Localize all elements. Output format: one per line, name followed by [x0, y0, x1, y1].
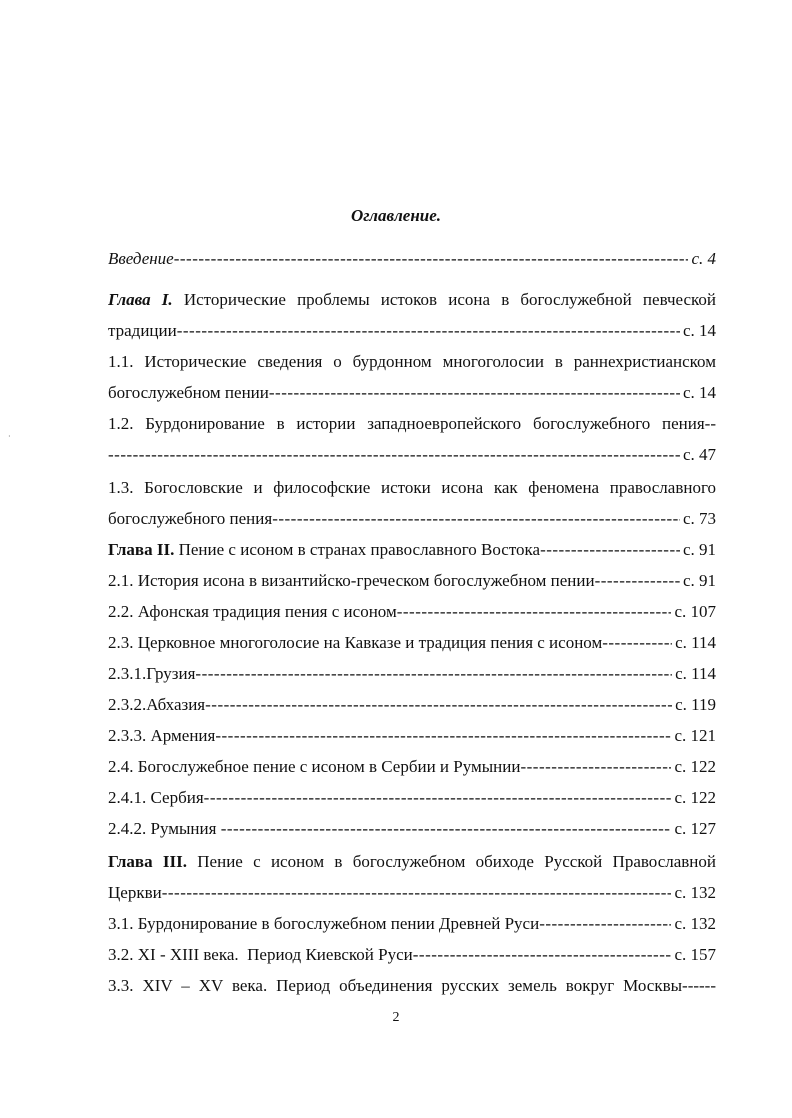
- section-title: 2.1. История исона в византийско-греческом богослужебном пении: [108, 571, 595, 590]
- chapter-title-cont: традиции: [108, 321, 177, 340]
- chapter-label: Глава I.: [108, 290, 173, 309]
- toc-page-ref: с. 132: [674, 914, 716, 933]
- toc-page-ref: с. 91: [682, 571, 716, 590]
- leader-dots: [195, 663, 672, 685]
- section-title: 1.3. Богословские и философские истоки исона как феномена православного: [108, 478, 716, 497]
- toc-page-ref: с. 14: [682, 321, 716, 340]
- section-title: 3.3. XIV – XV века. Период объединения русских земель вокруг Москвы------: [108, 976, 716, 995]
- toc-chapter-1-cont[interactable]: [108, 320, 716, 342]
- section-title: 2.3.3. Армения: [108, 726, 216, 745]
- chapter-title: Исторические проблемы истоков исона в богослужебной певческой: [183, 290, 716, 309]
- toc-section-2-4-1[interactable]: [108, 787, 716, 809]
- section-title: 3.2. XI - XIII века. Период Киевской Руси: [108, 945, 413, 964]
- section-title: 2.3.1.Грузия: [108, 664, 196, 683]
- leader-dots: [215, 725, 671, 747]
- toc-entry-intro[interactable]: [108, 248, 716, 270]
- toc-section-2-3-3[interactable]: [108, 725, 716, 747]
- margin-mark: ·: [8, 432, 11, 441]
- toc-page-ref: с. 119: [675, 695, 716, 714]
- section-title: 2.4. Богослужебное пение с исоном в Сербии и Румынии: [108, 757, 521, 776]
- leader-dots: [397, 601, 672, 623]
- chapter-label: Глава III.: [108, 852, 187, 871]
- toc-page-ref: с. 4: [691, 249, 716, 268]
- toc-section-1-2[interactable]: [108, 413, 716, 435]
- section-title: 2.4.2. Румыния: [108, 819, 221, 838]
- toc-chapter-2-heading[interactable]: [108, 539, 716, 561]
- toc-section-1-1[interactable]: [108, 351, 716, 373]
- section-title-cont: богослужебного пения: [108, 509, 273, 528]
- toc-page-ref: с. 132: [674, 883, 716, 902]
- section-title: 2.3.2.Абхазия: [108, 695, 206, 714]
- section-title: 1.2. Бурдонирование в истории западноевропейского богослужебного пения--: [108, 414, 716, 433]
- leader-dots: [520, 756, 671, 778]
- leader-dots: [413, 944, 672, 966]
- section-title: 2.2. Афонская традиция пения с исоном: [108, 602, 397, 621]
- section-title: 2.4.1. Сербия: [108, 788, 204, 807]
- toc-page-ref: с. 157: [674, 945, 716, 964]
- leader-dots: [177, 320, 680, 342]
- leader-dots: [174, 248, 689, 270]
- leader-dots: [272, 508, 680, 530]
- toc-section-3-3[interactable]: [108, 975, 716, 997]
- toc-chapter-3-heading[interactable]: [108, 851, 716, 873]
- toc-section-2-4-2[interactable]: [108, 818, 716, 840]
- leader-dots: [539, 913, 671, 935]
- toc-page-ref: с. 114: [675, 633, 716, 652]
- toc-section-1-3[interactable]: [108, 477, 716, 499]
- section-title: 1.1. Исторические сведения о бурдонном многоголосии в раннехристианском: [108, 352, 716, 371]
- toc-entry-label: Введение: [108, 249, 174, 268]
- toc-section-3-2[interactable]: [108, 944, 716, 966]
- leader-dots: [540, 539, 680, 561]
- toc-section-3-1[interactable]: [108, 913, 716, 935]
- toc-section-1-2-cont[interactable]: [108, 444, 716, 466]
- page-number: 2: [392, 1010, 400, 1025]
- toc-page-ref: с. 121: [674, 726, 716, 745]
- section-title: 3.1. Бурдонирование в богослужебном пении Древней Руси: [108, 914, 540, 933]
- toc-section-1-1-cont[interactable]: [108, 382, 716, 404]
- leader-dots: [269, 382, 680, 404]
- toc-section-2-3-2[interactable]: [108, 694, 716, 716]
- toc-section-2-3-1[interactable]: [108, 663, 716, 685]
- toc-page-ref: с. 14: [682, 383, 716, 402]
- leader-dots: [108, 444, 680, 466]
- toc-chapter-1-heading[interactable]: [108, 289, 716, 311]
- toc-section-2-3[interactable]: [108, 632, 716, 654]
- toc-section-2-4[interactable]: [108, 756, 716, 778]
- leader-dots: [204, 787, 672, 809]
- toc-section-2-1[interactable]: [108, 570, 716, 592]
- toc-page-ref: с. 47: [682, 445, 716, 464]
- toc-page-ref: с. 122: [674, 757, 716, 776]
- chapter-label: Глава II.: [108, 540, 175, 559]
- toc-page-ref: с. 91: [682, 540, 716, 559]
- leader-dots: [162, 882, 672, 904]
- leader-dots: [602, 632, 672, 654]
- toc-chapter-3-cont[interactable]: [108, 882, 716, 904]
- toc-page-ref: с. 114: [675, 664, 716, 683]
- chapter-title: Пение с исоном в странах православного Востока: [178, 540, 541, 559]
- toc-page-ref: с. 73: [682, 509, 716, 528]
- toc-page-ref: с. 107: [674, 602, 716, 621]
- section-title-cont: богослужебном пении: [108, 383, 269, 402]
- leader-dots: [205, 694, 672, 716]
- toc-section-1-3-cont[interactable]: [108, 508, 716, 530]
- leader-dots: [595, 570, 680, 592]
- section-title: 2.3. Церковное многоголосие на Кавказе и традиция пения с исоном: [108, 633, 603, 652]
- leader-dots: [221, 818, 672, 840]
- table-of-contents: [108, 0, 716, 1118]
- toc-section-2-2[interactable]: [108, 601, 716, 623]
- toc-page-ref: с. 127: [674, 819, 716, 838]
- chapter-title: Пение с исоном в богослужебном обиходе Русской Православной: [197, 852, 716, 871]
- toc-page-ref: с. 122: [674, 788, 716, 807]
- chapter-title-cont: Церкви: [108, 883, 162, 902]
- toc-title: Оглавление.: [350, 206, 442, 225]
